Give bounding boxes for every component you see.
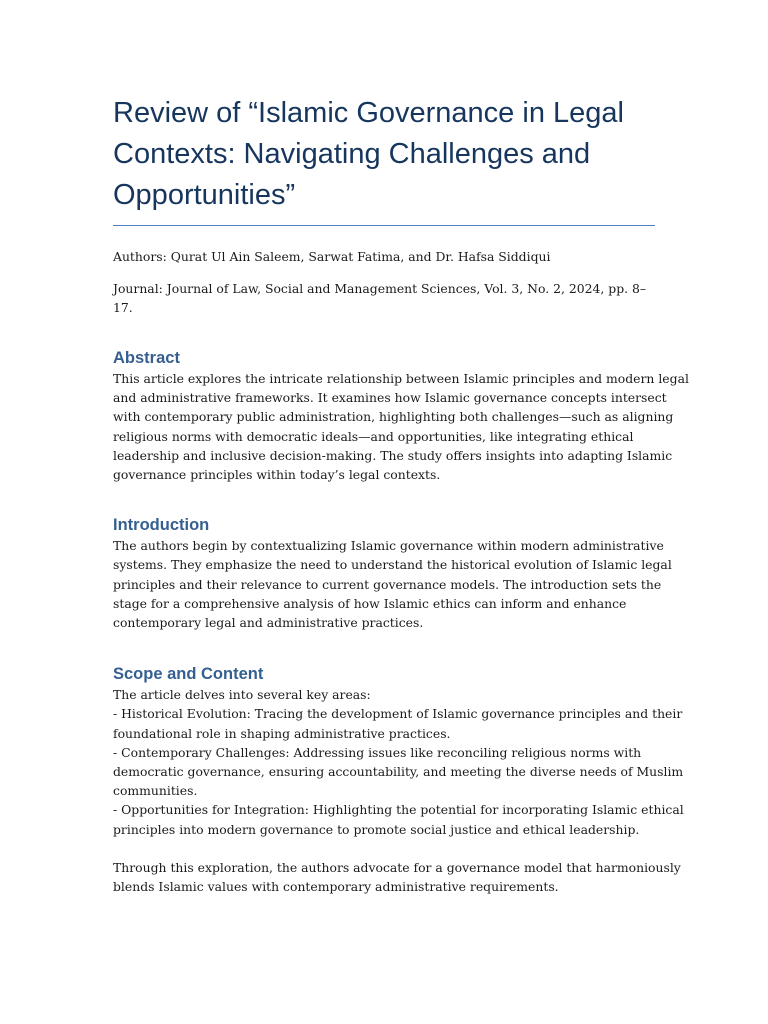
closing-paragraph <box>113 858 681 896</box>
scope-line: communities. <box>113 783 198 799</box>
scope-line: democratic governance, ensuring accountability, and meeting the diverse needs of Muslim <box>113 764 684 780</box>
introduction-line: principles and their relevance to current governance models. The introduction sets the <box>113 576 662 592</box>
document-page <box>113 93 689 896</box>
scope-line: principles into modern governance to promote social justice and ethical leadership. <box>113 821 640 837</box>
scope-heading: Scope and Content <box>113 665 264 684</box>
title-line: Contexts: Navigating Challenges and <box>113 138 591 170</box>
abstract-line: religious norms with democratic ideals—and opportunities, like integrating ethical <box>113 428 634 444</box>
scope-line: - Contemporary Challenges: Addressing issues like reconciling religious norms with <box>113 744 642 760</box>
scope-paragraph <box>113 685 684 839</box>
introduction-line: systems. They emphasize the need to understand the historical evolution of Islamic legal <box>113 557 672 573</box>
abstract-line: leadership and inclusive decision-making. The study offers insights into adapting Islamic <box>113 447 673 463</box>
abstract-heading: Abstract <box>113 349 180 367</box>
closing-line: Through this exploration, the authors advocate for a governance model that harmoniously <box>113 859 681 875</box>
title-line: Opportunities” <box>113 179 296 211</box>
abstract-line: This article explores the intricate relationship between Islamic principles and modern legal <box>113 371 689 386</box>
title-line: Review of “Islamic Governance in Legal <box>113 97 624 129</box>
abstract-line: governance principles within today’s legal contexts. <box>113 467 441 483</box>
scope-line: The article delves into several key areas: <box>113 687 371 703</box>
document-title <box>113 93 655 226</box>
introduction-line: stage for a comprehensive analysis of how Islamic ethics can inform and enhance <box>113 595 627 611</box>
introduction-line: contemporary legal and administrative practices. <box>113 615 424 631</box>
abstract-line: with contemporary public administration, highlighting both challenges—such as aligning <box>113 409 674 425</box>
abstract-paragraph <box>113 369 689 484</box>
introduction-paragraph <box>113 536 672 632</box>
authors-line: Authors: Qurat Ul Ain Saleem, Sarwat Fatima, and Dr. Hafsa Siddiqui <box>113 249 551 264</box>
introduction-heading: Introduction <box>113 516 210 535</box>
closing-line: blends Islamic values with contemporary administrative requirements. <box>113 879 559 895</box>
abstract-line: and administrative frameworks. It examines how Islamic governance concepts intersect <box>113 390 667 406</box>
scope-line: - Historical Evolution: Tracing the development of Islamic governance principles and their <box>113 706 683 722</box>
scope-line: foundational role in shaping administrative practices. <box>113 725 451 741</box>
introduction-line: The authors begin by contextualizing Islamic governance within modern administrative <box>113 538 664 554</box>
scope-line: - Opportunities for Integration: Highlighting the potential for incorporating Islamic ethical <box>113 802 684 818</box>
journal-line: Journal: Journal of Law, Social and Management Sciences, Vol. 3, No. 2, 2024, pp. 8–17. <box>113 281 647 315</box>
